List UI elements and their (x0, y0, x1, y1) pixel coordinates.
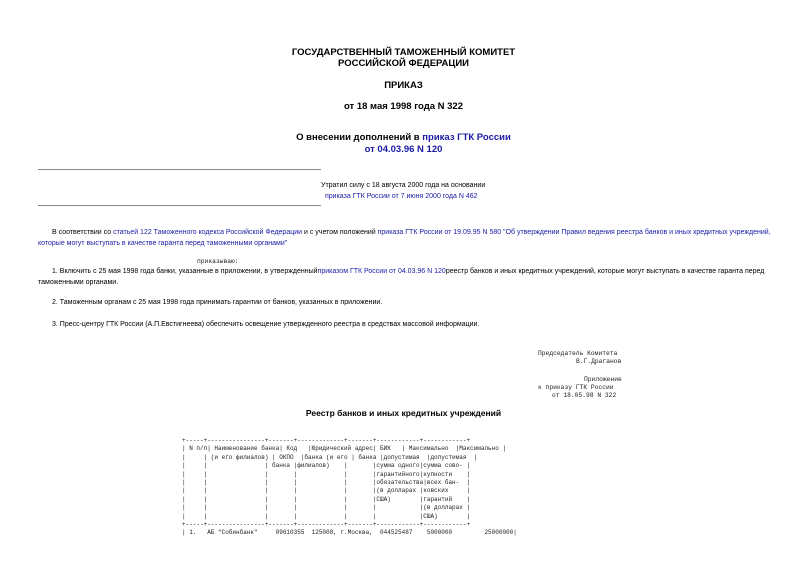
registry-table: +-----+----------------+-------+-------------+-------+------------+------------+ | N п/п| Наименование банка| Код |Юридический адрес| БИК | Максимально |Максимально | | | (и его филиалов) | ОКПО |банка (и его | банка |допустимая |допустимая | | | | банка |филиалов) | |сумма одного|сумма сово- | | | | | | |гарантийного|купности | | | | | | |обязательства|всех бан- | | | | | | |(в долларах |ковских | | | | | | |США) |гарантий | | | | | | | |(в долларах | | | | | | | |США) | +-----+----------------+-------+-------------+-------+------------+------------+ | 1. АБ "Собинбанк" 09610355 125008, г.Москва, 044525487 5000000 25000000| (182, 437, 517, 537)
org-line-2: РОССИЙСКОЙ ФЕДЕРАЦИИ (337, 58, 469, 69)
subject-link[interactable]: приказ ГТК России (422, 132, 511, 143)
item-1-text-a: 1. Включить с 25 мая 1998 года банки, указанные в приложении, в утвержденный (52, 268, 318, 275)
item-1-text-b: реестр банков и иных кредитных учреждений, которые могут выступать в качестве гаранта перед таможенными органами. (38, 268, 765, 286)
registry-title: Реестр банков и иных кредитных учреждений (305, 408, 502, 418)
appendix-line-3: от 18.05.98 N 322 (552, 392, 617, 399)
appendix-line-2: к приказу ГТК России (538, 384, 614, 391)
preamble-link-order[interactable]: приказа ГТК России от 19.09.95 N 580 "Об утверждении Правил ведения реестра банков и иных кредитных учреждений, которые могут выступать в качестве гаранта перед таможенными органами" (38, 229, 771, 247)
subject-prefix: О внесении дополнений в (296, 132, 423, 143)
item-3: 3. Пресс-центру ГТК России (А.П.Евстигнеева) обеспечить освещение утвержденного реестра в средствах массовой информации. (52, 321, 480, 328)
status-note-text: Утратил силу с 18 августа 2000 года на основании (321, 182, 486, 189)
signature-role: Председатель Комитета (538, 350, 618, 357)
preamble-link-code[interactable]: статьей 122 Таможенного кодекса Российской Федерации (113, 229, 303, 236)
preamble-text-2: и с учетом положений (302, 229, 378, 236)
doc-subject (0, 132, 807, 156)
divider-bottom (38, 205, 321, 206)
org-line-1: ГОСУДАРСТВЕННЫЙ ТАМОЖЕННЫЙ КОМИТЕТ (291, 47, 516, 58)
order-word: приказываю: (197, 258, 239, 265)
doc-date: от 18 мая 1998 года N 322 (343, 101, 464, 112)
item-2: 2. Таможенным органам с 25 мая 1998 года принимать гарантии от банков, указанных в приложении. (52, 299, 383, 306)
status-note-link[interactable]: приказа ГТК России от 7 июня 2000 года N 462 (325, 193, 478, 200)
doc-type: ПРИКАЗ (384, 80, 423, 91)
preamble-text-1: В соответствии со (52, 229, 114, 236)
subject-link-date[interactable]: от 04.03.96 N 120 (364, 144, 443, 155)
appendix-line-1: Приложение (584, 376, 622, 383)
divider-top (38, 169, 321, 170)
item-1-link[interactable]: приказом ГТК России от 04.03.96 N 120 (317, 268, 446, 275)
status-note (321, 180, 491, 202)
signature-name: В.Г.Драганов (576, 358, 622, 365)
preamble (38, 227, 773, 249)
item-1 (38, 266, 773, 288)
